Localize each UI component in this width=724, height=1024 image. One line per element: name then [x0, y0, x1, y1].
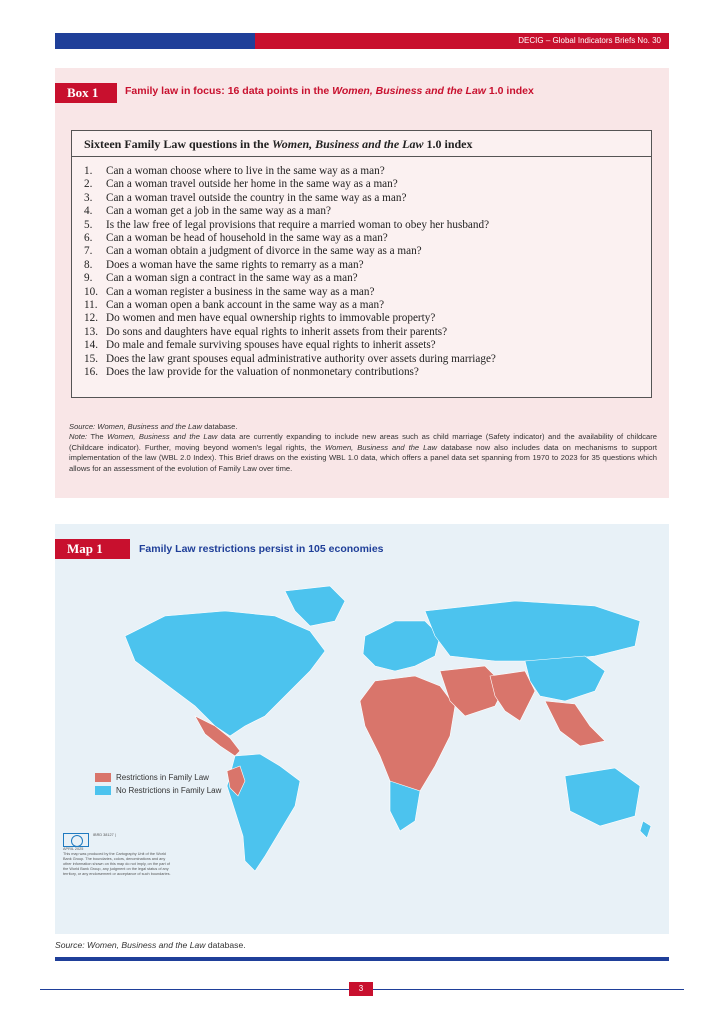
box1-source-note	[69, 422, 657, 474]
legend-swatch-no-restrictions	[95, 786, 111, 795]
legend-item-no-restrictions	[95, 786, 221, 795]
legend-item-restrictions	[95, 773, 221, 782]
north-america-shape	[125, 611, 325, 736]
east-asia-shape	[525, 656, 605, 701]
map-legend	[95, 773, 221, 799]
map1-panel	[55, 524, 669, 934]
question-item	[84, 366, 651, 379]
box1-panel	[55, 68, 669, 498]
question-number: 1.	[84, 165, 93, 177]
page-number: 3	[349, 982, 373, 996]
question-text: Can a woman be head of household in the same way as a man?	[106, 232, 388, 245]
question-item	[84, 192, 651, 205]
questions-table-title: Sixteen Family Law questions in the Women, Business and the Law 1.0 index	[72, 131, 651, 157]
north-asia-shape	[425, 601, 640, 661]
question-text: Do male and female surviving spouses have equal rights to inherit assets?	[106, 339, 436, 352]
question-item	[84, 245, 651, 258]
question-item	[84, 299, 651, 312]
question-item	[84, 178, 651, 191]
question-number: 15.	[84, 352, 98, 365]
greenland-shape	[285, 586, 345, 626]
map-disclaimer: This map was produced by the Cartography Unit of the World Bank Group. The boundaries, colors, denominations and any other information shown on this map do not imply, on the part of the World Bank Group, any judgment on the legal status of any territory, or any endorsement or acceptance of such boundaries.	[63, 852, 171, 876]
question-item	[84, 259, 651, 272]
map-credit	[63, 833, 173, 877]
australia-shape	[565, 768, 640, 826]
question-number: 7.	[84, 245, 93, 258]
legend-label-restrictions: Restrictions in Family Law	[116, 773, 209, 782]
question-number: 14.	[84, 339, 98, 352]
question-text: Does a woman have the same rights to remarry as a man?	[106, 258, 364, 271]
question-item	[84, 286, 651, 299]
question-item	[84, 165, 651, 178]
world-bank-logo-icon	[63, 833, 89, 847]
africa-shape	[360, 676, 455, 801]
map1-tag: Map 1	[55, 539, 130, 559]
legend-label-no-restrictions: No Restrictions in Family Law	[116, 786, 222, 795]
question-item	[84, 272, 651, 285]
question-number: 12.	[84, 312, 98, 325]
new-zealand-shape	[640, 821, 651, 838]
question-number: 2.	[84, 178, 93, 191]
question-text: Can a woman travel outside the country in the same way as a man?	[106, 191, 407, 204]
legend-swatch-restrictions	[95, 773, 111, 782]
map-source: Source: Women, Business and the Law database.	[55, 940, 246, 950]
question-number: 9.	[84, 272, 93, 285]
question-item	[84, 232, 651, 245]
bottom-rule	[55, 957, 669, 961]
question-text: Can a woman open a bank account in the same way as a man?	[106, 299, 385, 312]
question-number: 13.	[84, 325, 98, 338]
europe-shape	[363, 621, 440, 671]
questions-table	[71, 130, 652, 398]
question-item	[84, 353, 651, 366]
question-number: 5.	[84, 218, 93, 231]
series-title: DECIG – Global Indicators Briefs No. 30	[255, 33, 669, 49]
question-item	[84, 312, 651, 325]
question-number: 3.	[84, 191, 93, 204]
question-text: Does the law grant spouses equal administrative authority over assets during marriage?	[106, 352, 496, 365]
question-text: Can a woman sign a contract in the same way as a man?	[106, 272, 358, 285]
box1-note: Note: The Women, Business and the Law data are currently expanding to include new areas such as child marriage (Safety indicator) and the availability of childcare (Childcare indicator). Further, moving beyond women's legal rights, the Women, Business and the Law database now also includes data on mechanisms to support implementation of the law (WBL 2.0 Index). This Brief draws on the existing WBL 1.0 data, which offers a panel data set spanning from 1970 to 2023 for 35 questions which allows for an assessment of the evolution of Family Law over time.	[69, 432, 658, 473]
question-text: Can a woman travel outside her home in the same way as a man?	[106, 178, 398, 191]
question-text: Can a woman choose where to live in the same way as a man?	[106, 165, 385, 177]
top-banner	[55, 33, 669, 49]
question-item	[84, 205, 651, 218]
box1-tag: Box 1	[55, 83, 117, 103]
question-text: Can a woman register a business in the same way as a man?	[106, 285, 375, 298]
banner-blue-segment	[55, 33, 255, 49]
question-item	[84, 339, 651, 352]
question-text: Is the law free of legal provisions that require a married woman to obey her husband?	[106, 218, 490, 231]
question-text: Do sons and daughters have equal rights to inherit assets from their parents?	[106, 325, 448, 338]
question-text: Do women and men have equal ownership rights to immovable property?	[106, 312, 436, 325]
world-map	[95, 576, 655, 876]
question-number: 4.	[84, 205, 93, 218]
map1-title: Family Law restrictions persist in 105 economies	[139, 543, 384, 555]
question-text: Can a woman get a job in the same way as a man?	[106, 205, 331, 218]
question-text: Does the law provide for the valuation of nonmonetary contributions?	[106, 366, 419, 379]
ibrd-code: IBRD 38127 |	[93, 833, 116, 837]
ibrd-date: APRIL 2025	[63, 847, 84, 851]
question-number: 8.	[84, 258, 93, 271]
south-asia-shape	[490, 671, 535, 721]
question-number: 11.	[84, 299, 98, 312]
question-number: 10.	[84, 285, 98, 298]
questions-list	[72, 157, 651, 380]
box1-source: Source: Women, Business and the Law database.	[69, 422, 238, 431]
question-item	[84, 219, 651, 232]
box1-title: Family law in focus: 16 data points in the Women, Business and the Law 1.0 index	[125, 85, 534, 97]
question-number: 6.	[84, 232, 93, 245]
question-number: 16.	[84, 366, 98, 379]
southeast-asia-shape	[545, 701, 605, 746]
question-text: Can a woman obtain a judgment of divorce in the same way as a man?	[106, 245, 422, 258]
question-item	[84, 326, 651, 339]
